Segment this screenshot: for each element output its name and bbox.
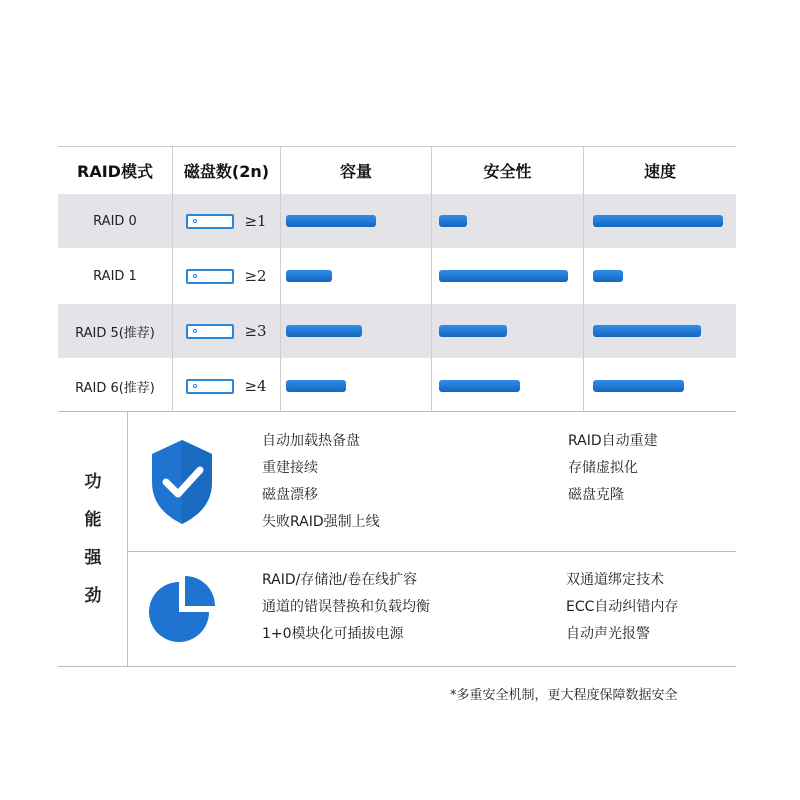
features-label-divider bbox=[127, 412, 128, 666]
features-bottom-rule bbox=[58, 666, 736, 667]
speed-bar bbox=[593, 325, 701, 337]
speed-bar bbox=[593, 270, 623, 282]
hard-disk-icon bbox=[186, 324, 234, 339]
feature-item: RAID自动重建 bbox=[568, 433, 658, 449]
security-bar bbox=[439, 215, 467, 227]
header-capacity: 容量 bbox=[339, 162, 372, 181]
speed-cell bbox=[593, 194, 723, 248]
table-top-rule bbox=[58, 146, 736, 147]
feature-list-right-1 bbox=[568, 428, 658, 509]
disk-count-value: ≥1 bbox=[244, 212, 267, 230]
capacity-bar bbox=[286, 215, 376, 227]
header-speed: 速度 bbox=[643, 162, 676, 181]
feature-list-left-2 bbox=[262, 567, 430, 648]
disk-count-cell bbox=[173, 194, 280, 248]
feature-item: 双通道绑定技术 bbox=[566, 572, 664, 588]
table-row bbox=[58, 359, 736, 413]
security-bar bbox=[439, 270, 568, 282]
feature-item: 磁盘克隆 bbox=[568, 487, 624, 503]
header-disk-count: 磁盘数(2n) bbox=[183, 162, 270, 181]
feature-list-left-1 bbox=[262, 428, 380, 536]
header-raid-mode: RAID模式 bbox=[77, 162, 153, 181]
feature-item: 自动加载热备盘 bbox=[262, 433, 360, 449]
shield-check-icon bbox=[148, 438, 216, 530]
security-cell bbox=[439, 304, 568, 358]
feature-list-right-2 bbox=[566, 567, 678, 648]
table-bottom-rule bbox=[58, 411, 736, 412]
disk-count-cell bbox=[173, 304, 280, 358]
table-row bbox=[58, 249, 736, 303]
feature-item: 失败RAID强制上线 bbox=[262, 514, 380, 530]
capacity-bar bbox=[286, 380, 346, 392]
capacity-cell bbox=[286, 249, 392, 303]
capacity-cell bbox=[286, 304, 392, 358]
hard-disk-icon bbox=[186, 214, 234, 229]
features-label bbox=[58, 412, 128, 666]
disk-count-cell bbox=[173, 359, 280, 413]
raid-mode-cell: RAID 0 bbox=[93, 213, 137, 229]
speed-cell bbox=[593, 304, 723, 358]
features-label-char: 强 bbox=[84, 548, 102, 568]
feature-item: 通道的错误替换和负载均衡 bbox=[262, 599, 430, 615]
security-bar bbox=[439, 325, 507, 337]
features-divider bbox=[127, 551, 736, 552]
features-label-char: 劲 bbox=[84, 586, 102, 606]
col-sep bbox=[583, 147, 584, 411]
disk-count-cell bbox=[173, 249, 280, 303]
feature-item: 自动声光报警 bbox=[566, 626, 650, 642]
feature-item: 磁盘漂移 bbox=[262, 487, 318, 503]
raid-mode-cell: RAID 1 bbox=[93, 268, 137, 284]
col-sep bbox=[431, 147, 432, 411]
security-cell bbox=[439, 194, 568, 248]
disk-count-value: ≥4 bbox=[244, 377, 267, 395]
features-label-char: 功 bbox=[84, 472, 102, 492]
col-sep bbox=[172, 147, 173, 411]
feature-item: RAID/存储池/卷在线扩容 bbox=[262, 572, 418, 588]
capacity-bar bbox=[286, 325, 362, 337]
security-bar bbox=[439, 380, 520, 392]
disk-count-value: ≥3 bbox=[244, 322, 267, 340]
raid-mode-cell: RAID 5(推荐) bbox=[75, 325, 155, 341]
speed-bar bbox=[593, 380, 684, 392]
capacity-cell bbox=[286, 359, 392, 413]
feature-item: 存储虚拟化 bbox=[568, 460, 638, 476]
features-label-char: 能 bbox=[84, 510, 102, 530]
table-row bbox=[58, 194, 736, 248]
table-row bbox=[58, 304, 736, 358]
capacity-bar bbox=[286, 270, 332, 282]
speed-cell bbox=[593, 359, 723, 413]
security-cell bbox=[439, 359, 568, 413]
speed-bar bbox=[593, 215, 723, 227]
feature-item: ECC自动纠错内存 bbox=[566, 599, 679, 615]
raid-mode-cell: RAID 6(推荐) bbox=[75, 380, 155, 396]
disk-count-value: ≥2 bbox=[244, 267, 267, 285]
security-cell bbox=[439, 249, 568, 303]
feature-item: 1+0模块化可插拔电源 bbox=[262, 626, 404, 642]
col-sep bbox=[280, 147, 281, 411]
table-header bbox=[58, 147, 736, 194]
capacity-cell bbox=[286, 194, 392, 248]
header-security: 安全性 bbox=[483, 162, 532, 181]
pie-chart-icon bbox=[147, 572, 219, 648]
hard-disk-icon bbox=[186, 269, 234, 284]
feature-item: 重建接续 bbox=[262, 460, 318, 476]
speed-cell bbox=[593, 249, 723, 303]
footnote: *多重安全机制，更大程度保障数据安全 bbox=[450, 688, 678, 703]
hard-disk-icon bbox=[186, 379, 234, 394]
